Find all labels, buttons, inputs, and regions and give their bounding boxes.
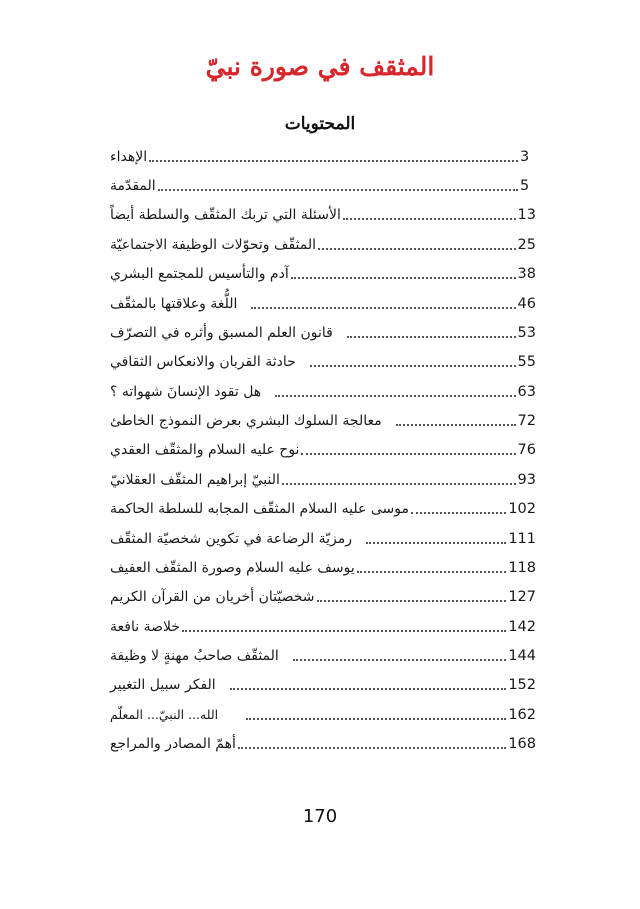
toc-entry-title: قانون العلم المسبق وأثره في التصرّف [110,324,333,341]
toc-entry-title: المثقّف صاحبُ مهنةٍ لا وظيفة [110,648,279,665]
toc-entry [110,142,536,171]
toc-entry-title: الفكر سبيل التغيير [110,677,216,694]
toc-entry-page: 25 [517,236,536,253]
page-title: المثقف في صورة نبيّ [205,52,435,81]
toc-entry-page: 53 [517,324,536,341]
page-number: 170 [302,806,338,827]
toc-entry-title: نوح عليه السلام والمثقّف العقدي [110,442,300,459]
dot-leader [282,483,516,485]
toc-entry [110,230,536,259]
toc-entry-title: المقدّمة [110,178,156,195]
toc-entry-title: خلاصة نافعة [110,618,180,635]
toc-entry [110,730,536,759]
toc-entry [110,700,536,729]
dot-leader [318,248,516,250]
dot-leader [230,688,507,690]
toc-entry-page: 168 [508,736,536,753]
toc-entry [110,495,536,524]
toc-entry-title: يوسف عليه السلام وصورة المثقّف العفيف [110,559,355,576]
toc-entry [110,524,536,553]
toc-entry [110,612,536,641]
toc-entry-title: المثقّف وتحوّلات الوظيفة الاجتماعيّة [110,236,317,253]
toc-entry-page: 118 [508,559,536,576]
dot-leader [293,659,507,661]
dot-leader [317,600,507,602]
dot-leader [347,336,516,338]
toc-entry [110,377,536,406]
dot-leader [357,571,507,573]
toc-entry-title: الأسئلة التي تربك المثقّف والسلطة أيضاً [110,207,341,224]
table-of-contents [110,142,536,759]
toc-entry [110,260,536,289]
dot-leader [158,189,518,191]
dot-leader [149,160,518,162]
toc-entry-title: رمزيّة الرضاعة في تكوين شخصيّة المثقّف [110,530,352,547]
toc-entry-page: 5 [520,178,530,195]
toc-entry [110,641,536,670]
toc-entry-title: معالجة السلوك البشري بعرض النموذج الخاطئ [110,413,382,430]
toc-entry-page: 127 [508,589,536,606]
toc-entry [110,583,536,612]
dot-leader [366,542,506,544]
toc-entry [110,406,536,435]
toc-entry-page: 76 [517,442,536,459]
toc-entry-page: 72 [517,413,536,430]
toc-entry [110,289,536,318]
toc-entry-title: حادثة القربان والانعكاس الثقافي [110,354,296,371]
toc-entry-page: 152 [508,677,536,694]
dot-leader [246,718,506,720]
dot-leader [343,218,516,220]
toc-entry-page: 63 [517,383,536,400]
toc-entry [110,671,536,700]
toc-entry-title: اللُّغة وعلاقتها بالمثقّف [110,295,238,312]
toc-entry [110,553,536,582]
toc-entry-page: 3 [520,148,530,165]
toc-entry-title: شخصيّتان أخريان من القرآن الكريم [110,589,315,606]
toc-entry-page: 38 [517,266,536,283]
toc-entry [110,171,536,200]
toc-entry-title: الإهداء [110,148,148,165]
toc-entry [110,436,536,465]
toc-entry-page: 111 [508,530,536,547]
dot-leader [291,277,516,279]
toc-entry-page: 102 [508,501,536,518]
toc-entry-title: أهمّ المصادر والمراجع [110,736,236,753]
dot-leader [182,630,506,632]
toc-entry-title: النبيّ إبراهيم المثقّف العقلانيّ [110,471,280,488]
toc-entry-page: 162 [508,706,536,723]
dot-leader [251,307,515,309]
toc-entry-page: 144 [508,648,536,665]
toc-entry-title: هل تقود الإنسانَ شهواته ؟ [110,383,262,400]
toc-entry [110,348,536,377]
toc-entry-title: آدم والتأسيس للمجتمع البشري [110,266,289,283]
toc-entry-page: 55 [517,354,536,371]
toc-entry [110,318,536,347]
toc-entry-title: الله... النبيّ... المعلّم [110,707,219,723]
dot-leader [411,512,506,514]
dot-leader [396,424,516,426]
toc-entry-page: 93 [517,471,536,488]
toc-entry-page: 142 [508,618,536,635]
dot-leader [301,453,515,455]
toc-entry-title: موسى عليه السلام المثقّف المجابه للسلطة الحاكمة [110,501,409,518]
toc-heading: المحتويات [284,114,356,134]
toc-entry-page: 13 [517,207,536,224]
toc-entry [110,201,536,230]
toc-entry-page: 46 [517,295,536,312]
dot-leader [275,395,515,397]
toc-entry [110,465,536,494]
dot-leader [238,747,506,749]
dot-leader [310,365,516,367]
